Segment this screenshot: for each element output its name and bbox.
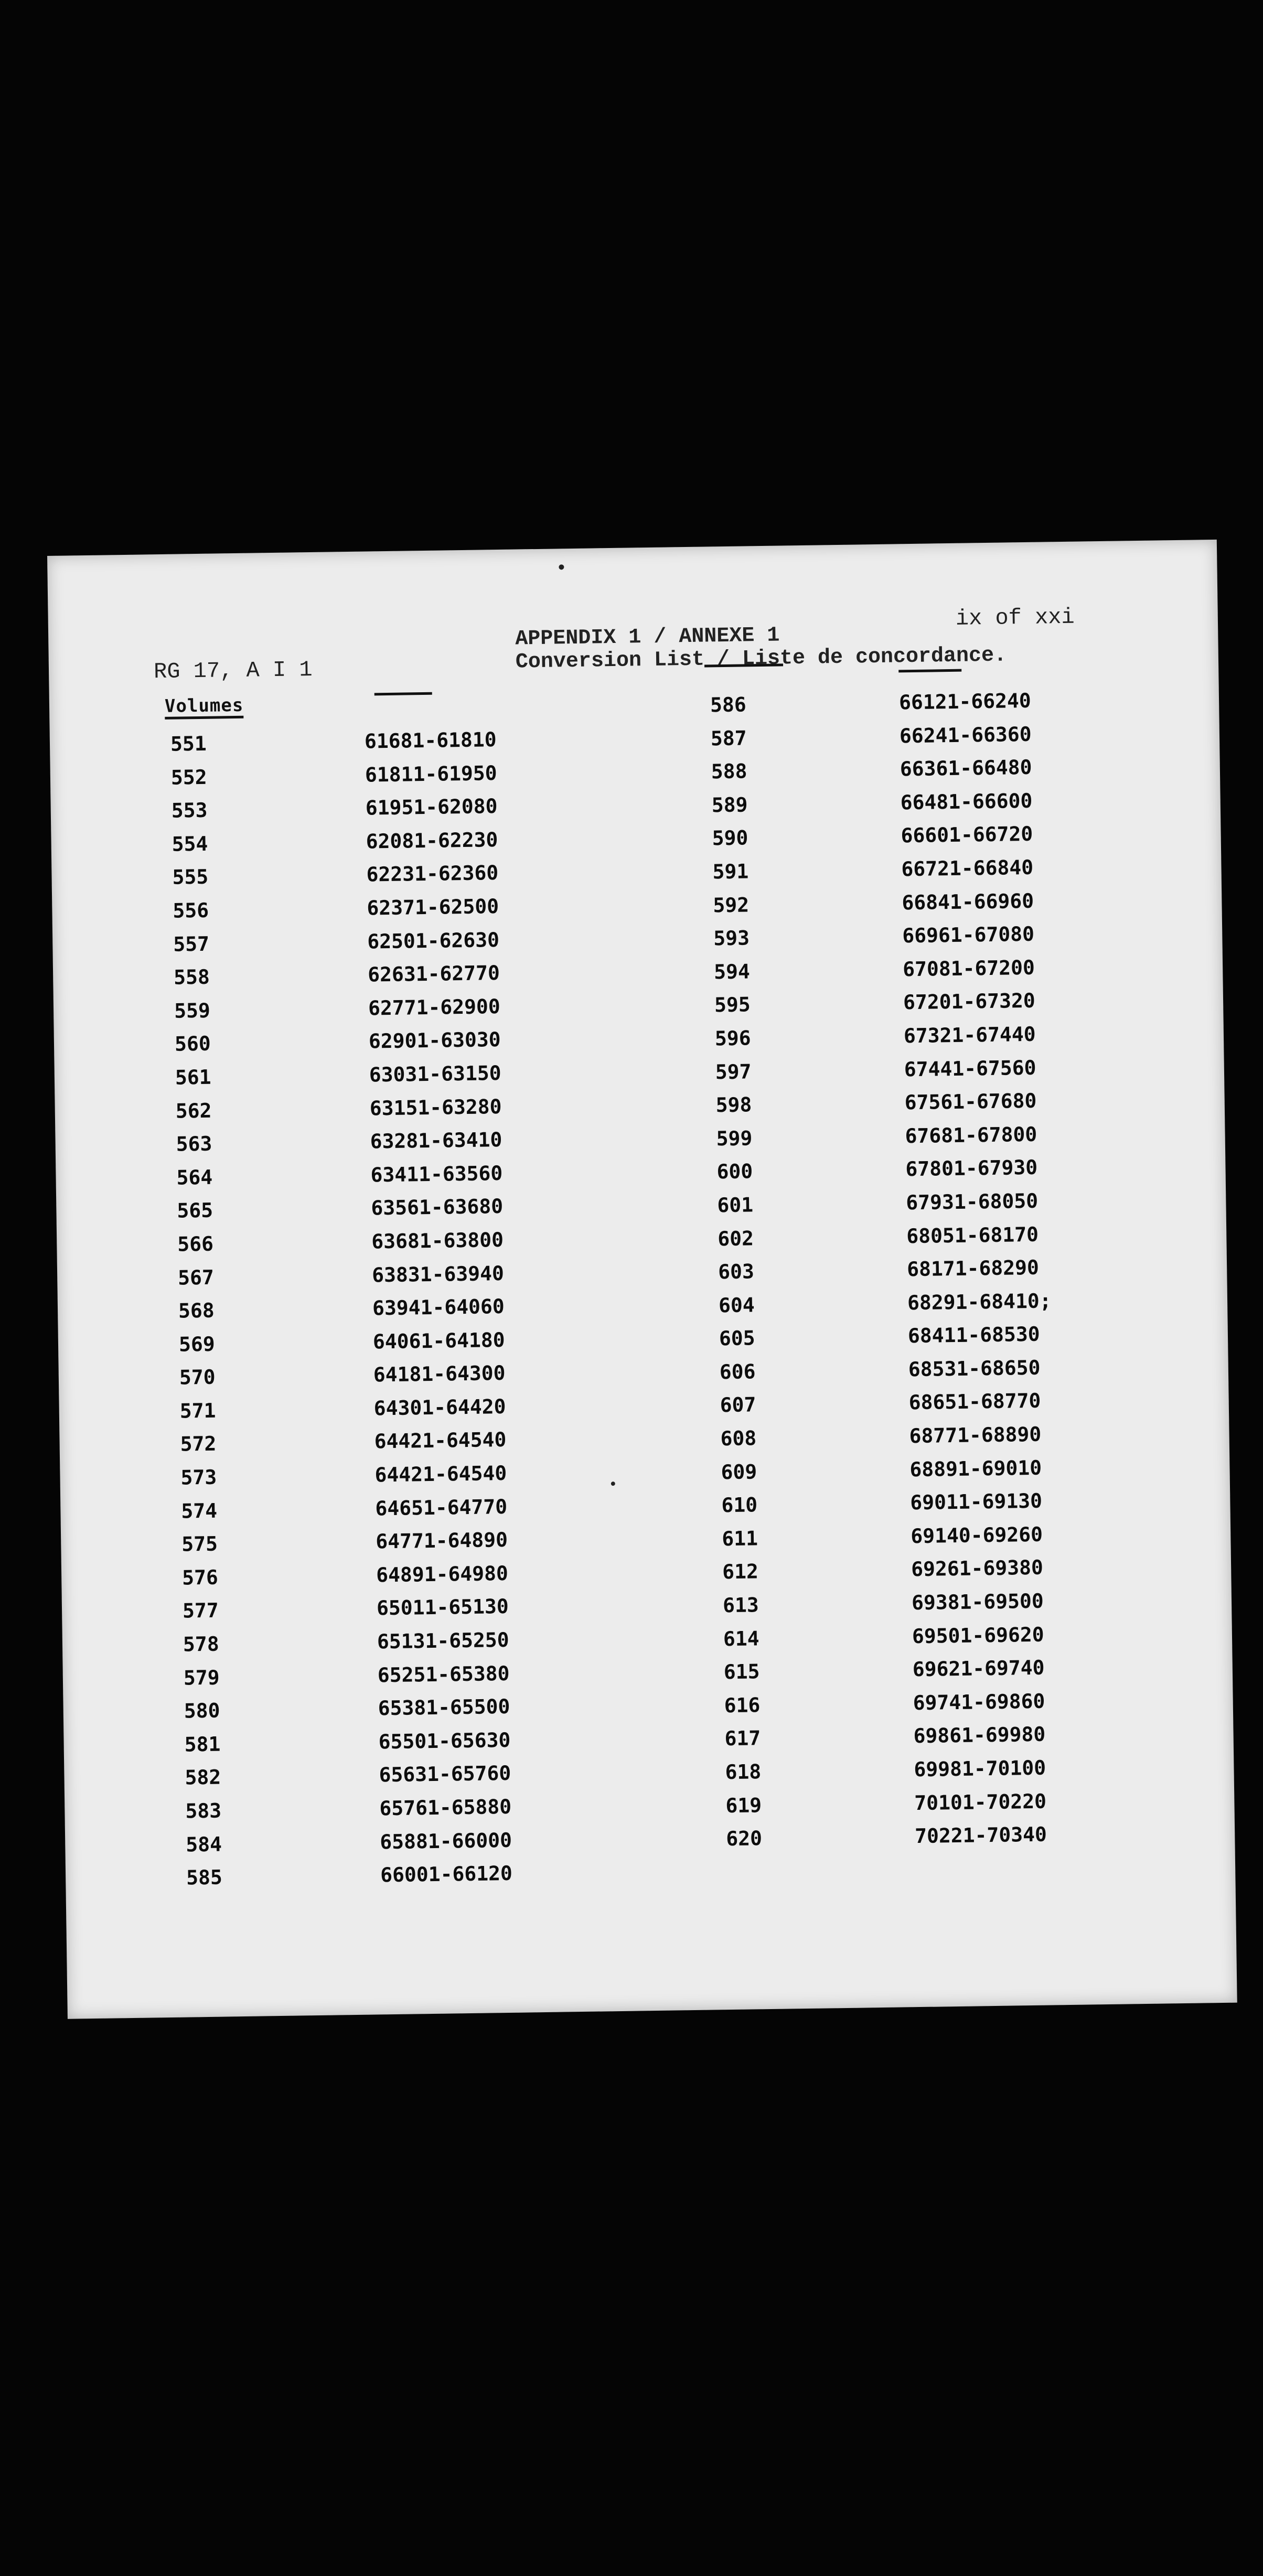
title-line-appendix: APPENDIX 1 / ANNEXE 1 — [515, 624, 780, 651]
file-range: 65881-66000 — [379, 1828, 512, 1853]
file-range: 66241-66360 — [899, 722, 1032, 747]
file-range: 64651-64770 — [375, 1495, 508, 1520]
column-header-volumes: Volumes — [165, 695, 244, 720]
volume-number: 611 — [721, 1527, 758, 1551]
volume-number: 593 — [713, 926, 750, 950]
file-range: 68051-68170 — [906, 1222, 1039, 1248]
file-range: 63151-63280 — [369, 1094, 502, 1120]
file-range: 65011-65130 — [376, 1595, 509, 1620]
file-range: 66601-66720 — [901, 822, 1033, 847]
file-range: 68891-69010 — [909, 1456, 1042, 1481]
file-range: 70221-70340 — [914, 1822, 1047, 1848]
volume-number: 558 — [173, 965, 210, 989]
file-range: 64421-64540 — [374, 1428, 507, 1453]
file-range: 63681-63800 — [371, 1228, 504, 1253]
volume-number: 592 — [713, 893, 750, 917]
volume-number: 587 — [710, 726, 747, 750]
volume-number: 566 — [177, 1232, 214, 1256]
volume-number: 581 — [184, 1732, 221, 1756]
volume-number: 591 — [712, 860, 749, 884]
page-number: ix of xxi — [955, 604, 1075, 631]
file-range: 67201-67320 — [903, 989, 1036, 1014]
volume-number: 612 — [722, 1560, 759, 1584]
file-range: 67801-67930 — [905, 1156, 1038, 1181]
volume-number: 605 — [719, 1326, 755, 1350]
volume-number: 551 — [170, 732, 207, 756]
file-range: 70101-70220 — [914, 1789, 1047, 1815]
volume-number: 554 — [172, 832, 208, 856]
volume-number: 613 — [722, 1593, 759, 1617]
file-range: 63411-63560 — [370, 1161, 503, 1187]
volume-number: 598 — [715, 1093, 752, 1117]
volume-number: 620 — [725, 1827, 763, 1851]
left-files-column — [365, 728, 513, 1897]
file-range: 68651-68770 — [908, 1389, 1041, 1414]
volume-number: 578 — [183, 1632, 219, 1656]
volume-number: 594 — [713, 960, 751, 984]
file-range: 63831-63940 — [371, 1261, 505, 1286]
volume-number: 563 — [176, 1132, 212, 1156]
file-range: 68171-68290 — [906, 1255, 1040, 1281]
volume-number: 555 — [172, 865, 209, 889]
file-range: 68531-68650 — [908, 1356, 1041, 1381]
volume-number: 602 — [717, 1226, 754, 1250]
file-range: 65381-65500 — [378, 1695, 510, 1720]
file-range: 69981-70100 — [914, 1756, 1046, 1781]
column-header-files — [374, 692, 432, 696]
file-range: 62371-62500 — [367, 895, 499, 920]
record-group-reference: RG 17, A I 1 — [153, 657, 313, 685]
volume-number: 559 — [174, 999, 211, 1023]
file-range: 62631-62770 — [367, 961, 500, 986]
volume-number: 595 — [714, 993, 751, 1017]
file-range: 69861-69980 — [913, 1723, 1046, 1748]
volume-number: 618 — [725, 1760, 762, 1784]
file-range: 61951-62080 — [365, 795, 498, 820]
file-range: 68411-68530 — [907, 1323, 1040, 1348]
file-range: 61811-61950 — [365, 761, 497, 787]
volume-number: 585 — [186, 1865, 223, 1890]
volume-number: 614 — [723, 1626, 759, 1650]
file-range: 67931-68050 — [906, 1189, 1039, 1215]
file-range: 61681-61810 — [364, 728, 497, 753]
title-line-conversion-list: Conversion List / Liste de concordance. — [515, 643, 1007, 674]
file-range: 62771-62900 — [368, 994, 501, 1020]
volume-number: 579 — [183, 1666, 220, 1690]
file-range: 64771-64890 — [375, 1528, 508, 1553]
volume-number: 568 — [178, 1298, 215, 1323]
volume-number: 577 — [182, 1599, 219, 1623]
volume-number: 617 — [724, 1726, 761, 1751]
file-range: 69011-69130 — [910, 1489, 1043, 1515]
volume-number: 584 — [186, 1832, 222, 1856]
right-volumes-column — [710, 693, 763, 1861]
volume-number: 589 — [711, 793, 748, 817]
volume-number: 571 — [179, 1399, 216, 1423]
volume-number: 600 — [716, 1160, 753, 1184]
file-range: 65501-65630 — [378, 1728, 511, 1754]
file-range: 66121-66240 — [898, 689, 1032, 714]
volume-number: 569 — [178, 1332, 215, 1356]
file-range: 65251-65380 — [377, 1661, 510, 1687]
file-range: 67321-67440 — [903, 1022, 1036, 1048]
right-files-column — [899, 689, 1059, 1858]
volume-number: 573 — [180, 1465, 217, 1489]
volume-number: 565 — [177, 1199, 213, 1222]
volume-number: 560 — [174, 1032, 211, 1056]
file-range: 68291-68410; — [907, 1289, 1052, 1314]
file-range: 69741-69860 — [913, 1689, 1045, 1714]
file-range: 66361-66480 — [900, 756, 1032, 781]
document-page — [47, 540, 1237, 2019]
volume-number: 561 — [175, 1065, 211, 1089]
volume-number: 557 — [173, 932, 210, 956]
volume-number: 582 — [185, 1766, 221, 1789]
file-range: 66001-66120 — [380, 1862, 513, 1887]
file-range: 64421-64540 — [374, 1462, 507, 1487]
volume-number: 599 — [716, 1126, 753, 1151]
volume-number: 604 — [718, 1293, 755, 1317]
file-range: 63941-64060 — [372, 1295, 505, 1320]
volume-number: 576 — [181, 1565, 219, 1590]
volume-number: 570 — [179, 1365, 216, 1389]
volume-number: 603 — [718, 1260, 755, 1284]
volume-number: 610 — [721, 1493, 758, 1517]
file-range: 62231-62360 — [366, 861, 499, 886]
file-range: 62081-62230 — [366, 828, 498, 853]
volume-number: 616 — [724, 1693, 761, 1718]
volume-number: 580 — [184, 1699, 220, 1723]
file-range: 64181-64300 — [373, 1361, 506, 1387]
column-header-files-right — [898, 669, 961, 673]
file-range: 69621-69740 — [912, 1656, 1045, 1681]
volume-number: 552 — [170, 765, 207, 789]
file-range: 67081-67200 — [902, 956, 1035, 981]
file-range: 68771-68890 — [909, 1422, 1042, 1448]
file-range: 69140-69260 — [910, 1522, 1043, 1548]
file-range: 64891-64980 — [376, 1561, 509, 1587]
file-range: 66721-66840 — [901, 855, 1034, 881]
file-range: 62501-62630 — [367, 928, 500, 953]
file-range: 67681-67800 — [905, 1122, 1037, 1147]
file-range: 62901-63030 — [368, 1028, 501, 1053]
file-range: 69501-69620 — [912, 1623, 1044, 1648]
file-range: 63281-63410 — [370, 1128, 502, 1153]
file-range: 66481-66600 — [900, 789, 1033, 814]
volume-number: 583 — [185, 1799, 222, 1823]
volume-number: 564 — [176, 1165, 213, 1189]
volume-number: 597 — [715, 1059, 752, 1083]
volume-number: 574 — [181, 1499, 218, 1523]
volume-number: 575 — [181, 1532, 218, 1556]
file-range: 69261-69380 — [911, 1556, 1044, 1581]
volume-number: 606 — [719, 1360, 756, 1384]
volume-number: 567 — [177, 1265, 215, 1290]
volume-number: 619 — [725, 1793, 762, 1817]
volume-number: 601 — [717, 1193, 754, 1217]
volume-number: 609 — [721, 1459, 757, 1484]
volume-number: 556 — [173, 898, 209, 922]
file-range: 66961-67080 — [902, 922, 1035, 948]
file-range: 67441-67560 — [904, 1056, 1036, 1081]
volume-number: 608 — [720, 1426, 757, 1451]
file-range: 67561-67680 — [904, 1089, 1037, 1114]
volume-number: 572 — [180, 1432, 217, 1456]
file-range: 64301-64420 — [373, 1394, 506, 1420]
volume-number: 615 — [723, 1660, 760, 1684]
file-range: 64061-64180 — [372, 1328, 505, 1354]
file-range: 65761-65880 — [379, 1795, 512, 1820]
volume-number: 596 — [714, 1026, 751, 1050]
file-range: 63561-63680 — [371, 1195, 504, 1220]
file-range: 69381-69500 — [911, 1589, 1044, 1615]
volume-number: 607 — [720, 1393, 756, 1417]
file-range: 65631-65760 — [379, 1762, 511, 1787]
volume-number: 590 — [712, 826, 748, 850]
volume-number: 588 — [711, 759, 747, 783]
left-volumes-column — [170, 732, 223, 1900]
paper-speck — [611, 1482, 615, 1486]
file-range: 63031-63150 — [369, 1061, 501, 1087]
paper-speck — [559, 564, 564, 570]
file-range: 66841-66960 — [902, 889, 1034, 914]
volume-number: 586 — [710, 693, 747, 717]
volume-number: 553 — [171, 798, 208, 822]
volume-number: 562 — [175, 1099, 212, 1123]
file-range: 65131-65250 — [377, 1628, 509, 1654]
